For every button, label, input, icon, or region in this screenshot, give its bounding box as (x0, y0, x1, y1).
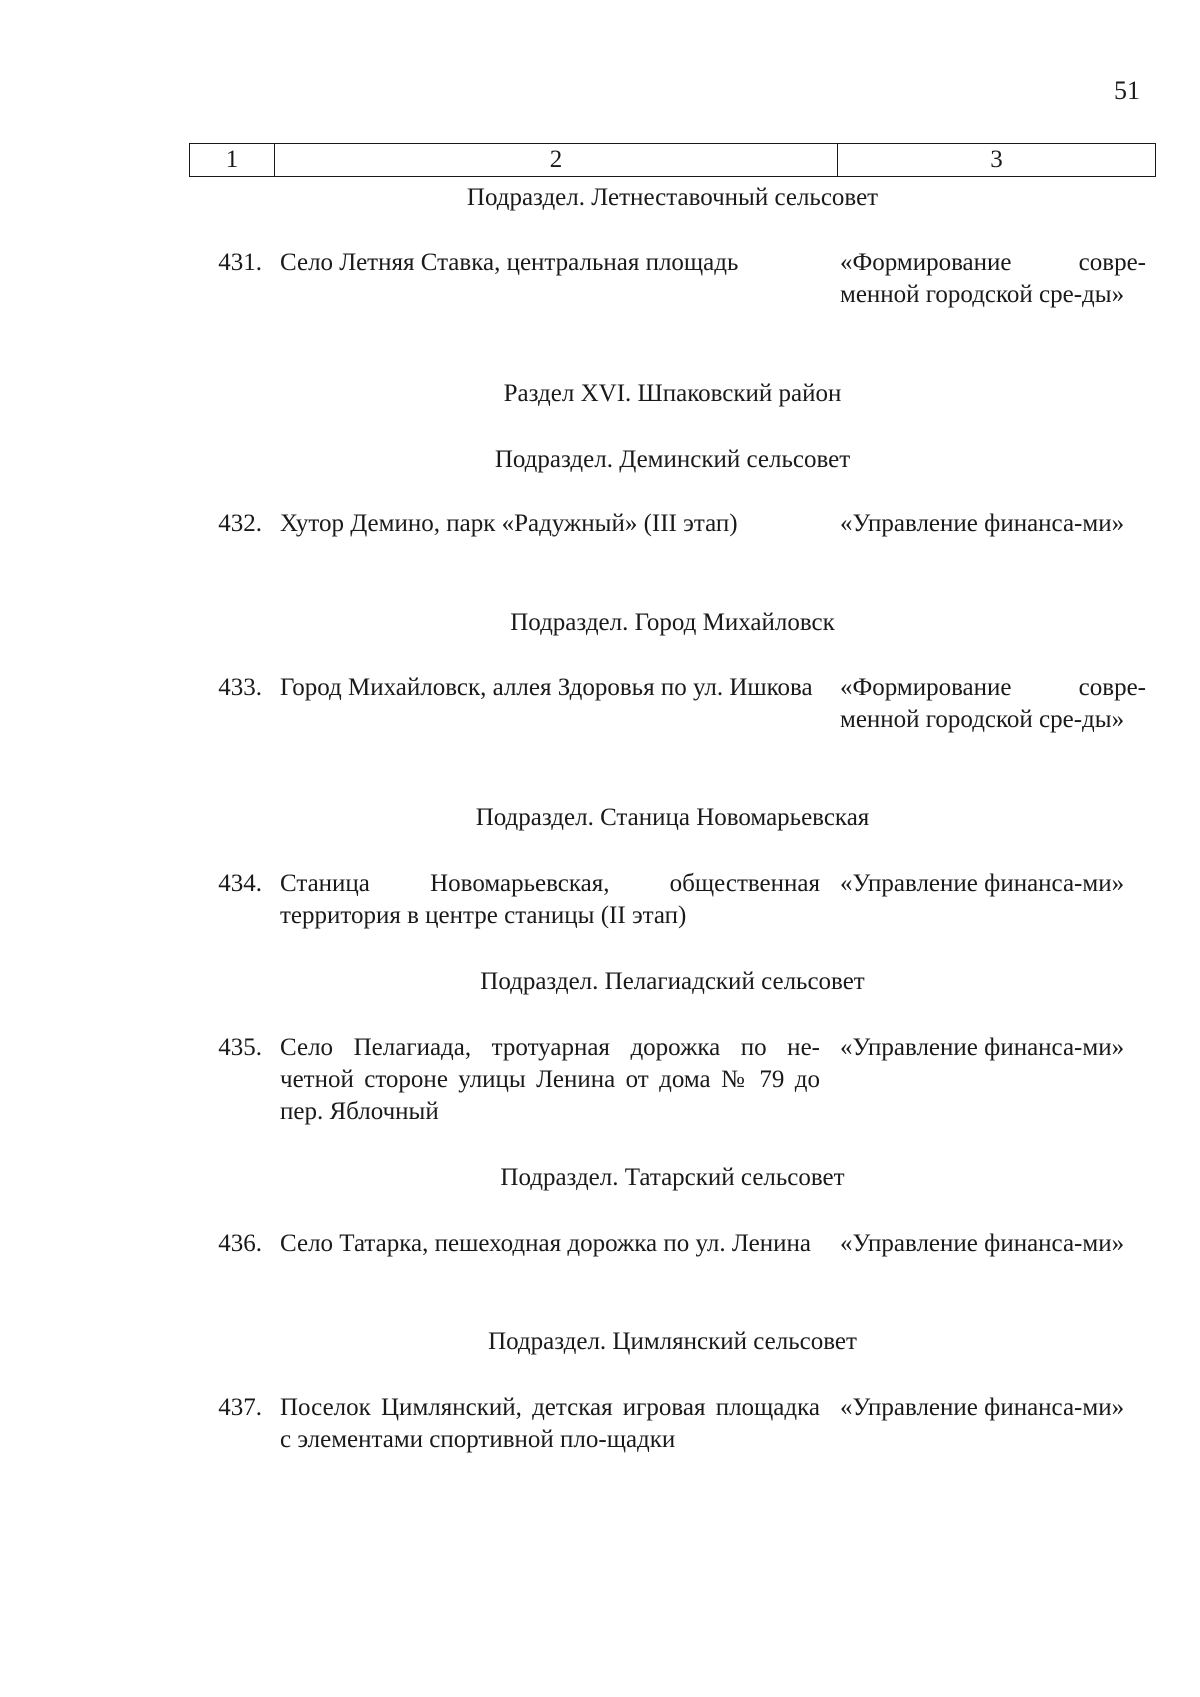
object-name: Село Татарка, пешеходная дорожка по ул. Ленина (280, 1230, 811, 1257)
subsection-heading: Подраздел. Цимлянский сельсовет (488, 1328, 857, 1355)
row-number: 431. (218, 249, 262, 276)
page-number: 51 (1114, 76, 1140, 105)
subsection-heading: Подраздел. Город Михайловск (510, 609, 835, 636)
table-header (189, 143, 1156, 177)
header-col-1: 1 (190, 144, 275, 176)
subsection-heading: Подраздел. Пелагиадский сельсовет (480, 968, 865, 995)
object-name: Станица Новомарьевская, общественная территория в центре станицы (II этап) (280, 870, 820, 929)
subsection-heading: Подраздел. Деминский сельсовет (494, 446, 851, 473)
object-name: Город Михайловск, аллея Здоровья по ул. Ишкова (280, 674, 813, 701)
row-number: 435. (218, 1034, 262, 1061)
program-name: «Управление финанса-ми» (840, 1034, 1125, 1061)
section-heading: Раздел XVI. Шпаковский район (503, 380, 842, 407)
program-name: «Управление финанса-ми» (840, 510, 1125, 537)
object-name: Село Летняя Ставка, центральная площадь (280, 249, 739, 276)
object-name: Поселок Цимлянский, детская игровая площадка с элементами спортивной пло-щадки (280, 1394, 820, 1453)
program-name: «Управление финанса-ми» (840, 1230, 1125, 1257)
row-number: 437. (218, 1394, 262, 1421)
program-name: «Управление финанса-ми» (840, 870, 1125, 897)
row-number: 433. (218, 674, 262, 701)
object-name: Село Пелагиада, тротуарная дорожка по не-четной стороне улицы Ленина от дома № 79 до пер. Яблочный (280, 1034, 820, 1125)
program-name: «Формирование совре-менной городской сре-ды» (840, 674, 1146, 733)
header-col-3: 3 (990, 146, 1003, 173)
subsection-heading: Подраздел. Летнеставочный сельсовет (466, 184, 879, 211)
program-name: «Управление финанса-ми» (840, 1394, 1125, 1421)
program-name: «Формирование совре-менной городской сре-ды» (840, 249, 1146, 308)
object-name: Хутор Демино, парк «Радужный» (III этап) (280, 510, 738, 537)
row-number: 436. (218, 1230, 262, 1257)
subsection-heading: Подраздел. Станица Новомарьевская (475, 804, 870, 831)
row-number: 434. (218, 870, 262, 897)
subsection-heading: Подраздел. Татарский сельсовет (500, 1164, 845, 1191)
header-col-2: 2 (275, 144, 838, 176)
row-number: 432. (218, 510, 262, 537)
